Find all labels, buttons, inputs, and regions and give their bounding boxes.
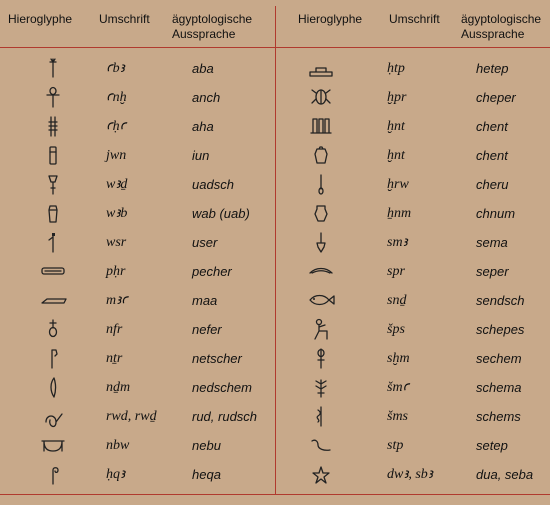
vase-glyph-icon	[36, 201, 70, 225]
sceptre-glyph-icon	[36, 56, 70, 80]
ankh-glyph-icon	[36, 85, 70, 109]
pronunciation-right-4: cheru	[476, 177, 509, 192]
sistrum-glyph-icon	[304, 346, 338, 370]
transliteration-left-12: rwd, rwḏ	[106, 409, 157, 424]
header-transliteration-left: Umschrift	[99, 12, 150, 26]
seated-man-glyph-icon	[304, 317, 338, 341]
header-pronunciation-right	[461, 12, 541, 42]
wsr-glyph-icon	[36, 230, 70, 254]
scarab-glyph-icon	[304, 85, 338, 109]
transliteration-right-9: šps	[387, 322, 405, 337]
transliteration-right-5: ẖnm	[387, 206, 412, 221]
header-hieroglyph-right: Hieroglyphe	[298, 12, 363, 26]
pronunciation-right-5: chnum	[476, 206, 516, 221]
transliteration-left-14: ḥqꜣ	[106, 467, 125, 482]
pronunciation-left-12: rud, rudsch	[192, 409, 258, 424]
header-hieroglyph-left: Hieroglyphe	[8, 12, 73, 26]
pronunciation-right-1: cheper	[476, 90, 516, 105]
pronunciation-right-13: setep	[476, 438, 508, 453]
transliteration-right-6: smꜣ	[387, 235, 408, 250]
pronunciation-left-4: uadsch	[192, 177, 234, 192]
transliteration-right-7: spr	[387, 264, 405, 279]
plant-glyph-icon	[304, 375, 338, 399]
pillar-glyph-icon	[36, 143, 70, 167]
transliteration-right-13: stp	[387, 438, 404, 453]
rib-glyph-icon	[304, 259, 338, 283]
papyrus-stalk-glyph-icon	[36, 172, 70, 196]
pronunciation-right-8: sendsch	[476, 293, 525, 308]
reed-glyph-icon	[36, 375, 70, 399]
header-transliteration-right: Umschrift	[389, 12, 440, 26]
header-pronunciation-left	[172, 12, 252, 42]
three-pots-glyph-icon	[304, 114, 338, 138]
oar-glyph-icon	[304, 172, 338, 196]
transliteration-right-4: ḫrw	[387, 177, 409, 192]
transliteration-right-0: ḥtp	[387, 61, 405, 76]
altar-glyph-icon	[304, 56, 338, 80]
transliteration-left-4: wꜣḏ	[106, 177, 128, 192]
sandal-strap-glyph-icon	[304, 404, 338, 428]
pronunciation-right-14: dua, seba	[476, 467, 534, 482]
pronunciation-left-2: aha	[192, 119, 214, 134]
header-pronunciation-line2: Aussprache	[172, 27, 236, 41]
transliteration-left-9: nfr	[106, 322, 123, 337]
transliteration-left-10: nṯr	[106, 351, 123, 366]
pronunciation-left-14: heqa	[192, 467, 221, 482]
pronunciation-right-0: hetep	[476, 61, 509, 76]
bolt-glyph-icon	[36, 259, 70, 283]
header-pronunciation-line1: ägyptologische	[461, 12, 542, 26]
transliteration-left-2: ꜥḥꜥ	[106, 119, 127, 134]
pronunciation-left-13: nebu	[192, 438, 221, 453]
plinth-glyph-icon	[36, 288, 70, 312]
lung-windpipe-glyph-icon	[304, 230, 338, 254]
jar-glyph-icon	[304, 143, 338, 167]
transliteration-left-5: wꜣb	[106, 206, 128, 221]
transliteration-left-1: ꜥnḫ	[106, 90, 127, 105]
transliteration-right-11: šmꜥ	[387, 380, 410, 395]
transliteration-right-10: sḫm	[387, 351, 410, 366]
pronunciation-left-9: nefer	[192, 322, 222, 337]
transliteration-right-3: ḫnt	[387, 148, 405, 163]
transliteration-left-13: nbw	[106, 438, 130, 453]
pronunciation-right-11: schema	[476, 380, 522, 395]
pronunciation-left-0: aba	[192, 61, 214, 76]
pronunciation-right-12: schems	[476, 409, 521, 424]
pronunciation-right-2: chent	[476, 119, 508, 134]
transliteration-right-14: dwꜣ, sbꜣ	[387, 467, 433, 482]
transliteration-left-3: jwn	[106, 148, 127, 163]
pronunciation-right-10: sechem	[476, 351, 522, 366]
pronunciation-left-8: maa	[192, 293, 218, 308]
pronunciation-left-10: netscher	[192, 351, 242, 366]
transliteration-left-8: mꜣꜥ	[106, 293, 128, 308]
crook-glyph-icon	[36, 462, 70, 486]
pronunciation-left-11: nedschem	[192, 380, 252, 395]
transliteration-left-7: pḥr	[106, 264, 126, 279]
pronunciation-right-6: sema	[476, 235, 508, 250]
heart-windpipe-glyph-icon	[36, 317, 70, 341]
transliteration-left-11: nḏm	[106, 380, 131, 395]
transliteration-right-12: šms	[387, 409, 409, 424]
basket-collar-glyph-icon	[36, 433, 70, 457]
pronunciation-right-3: chent	[476, 148, 508, 163]
transliteration-left-6: wsr	[106, 235, 127, 250]
adze-glyph-icon	[304, 433, 338, 457]
water-jar-glyph-icon	[304, 201, 338, 225]
pronunciation-left-6: user	[192, 235, 218, 250]
transliteration-left-0: ꜥbꜣ	[106, 61, 125, 76]
bottom-divider	[0, 494, 550, 495]
fish-glyph-icon	[304, 288, 338, 312]
flag-glyph-icon	[36, 346, 70, 370]
star-glyph-icon	[304, 462, 338, 486]
pronunciation-left-3: iun	[192, 148, 210, 163]
pronunciation-left-7: pecher	[192, 264, 232, 279]
pronunciation-right-9: schepes	[476, 322, 525, 337]
column-glyph-icon	[36, 114, 70, 138]
transliteration-right-1: ḫpr	[387, 90, 407, 105]
column-divider	[275, 6, 276, 495]
coil-glyph-icon	[36, 404, 70, 428]
transliteration-right-8: snḏ	[387, 293, 407, 308]
header-pronunciation-line2: Aussprache	[461, 27, 525, 41]
transliteration-right-2: ḫnt	[387, 119, 405, 134]
header-pronunciation-line1: ägyptologische	[172, 12, 253, 26]
pronunciation-left-1: anch	[192, 90, 221, 105]
pronunciation-right-7: seper	[476, 264, 509, 279]
pronunciation-left-5: wab (uab)	[192, 206, 250, 221]
